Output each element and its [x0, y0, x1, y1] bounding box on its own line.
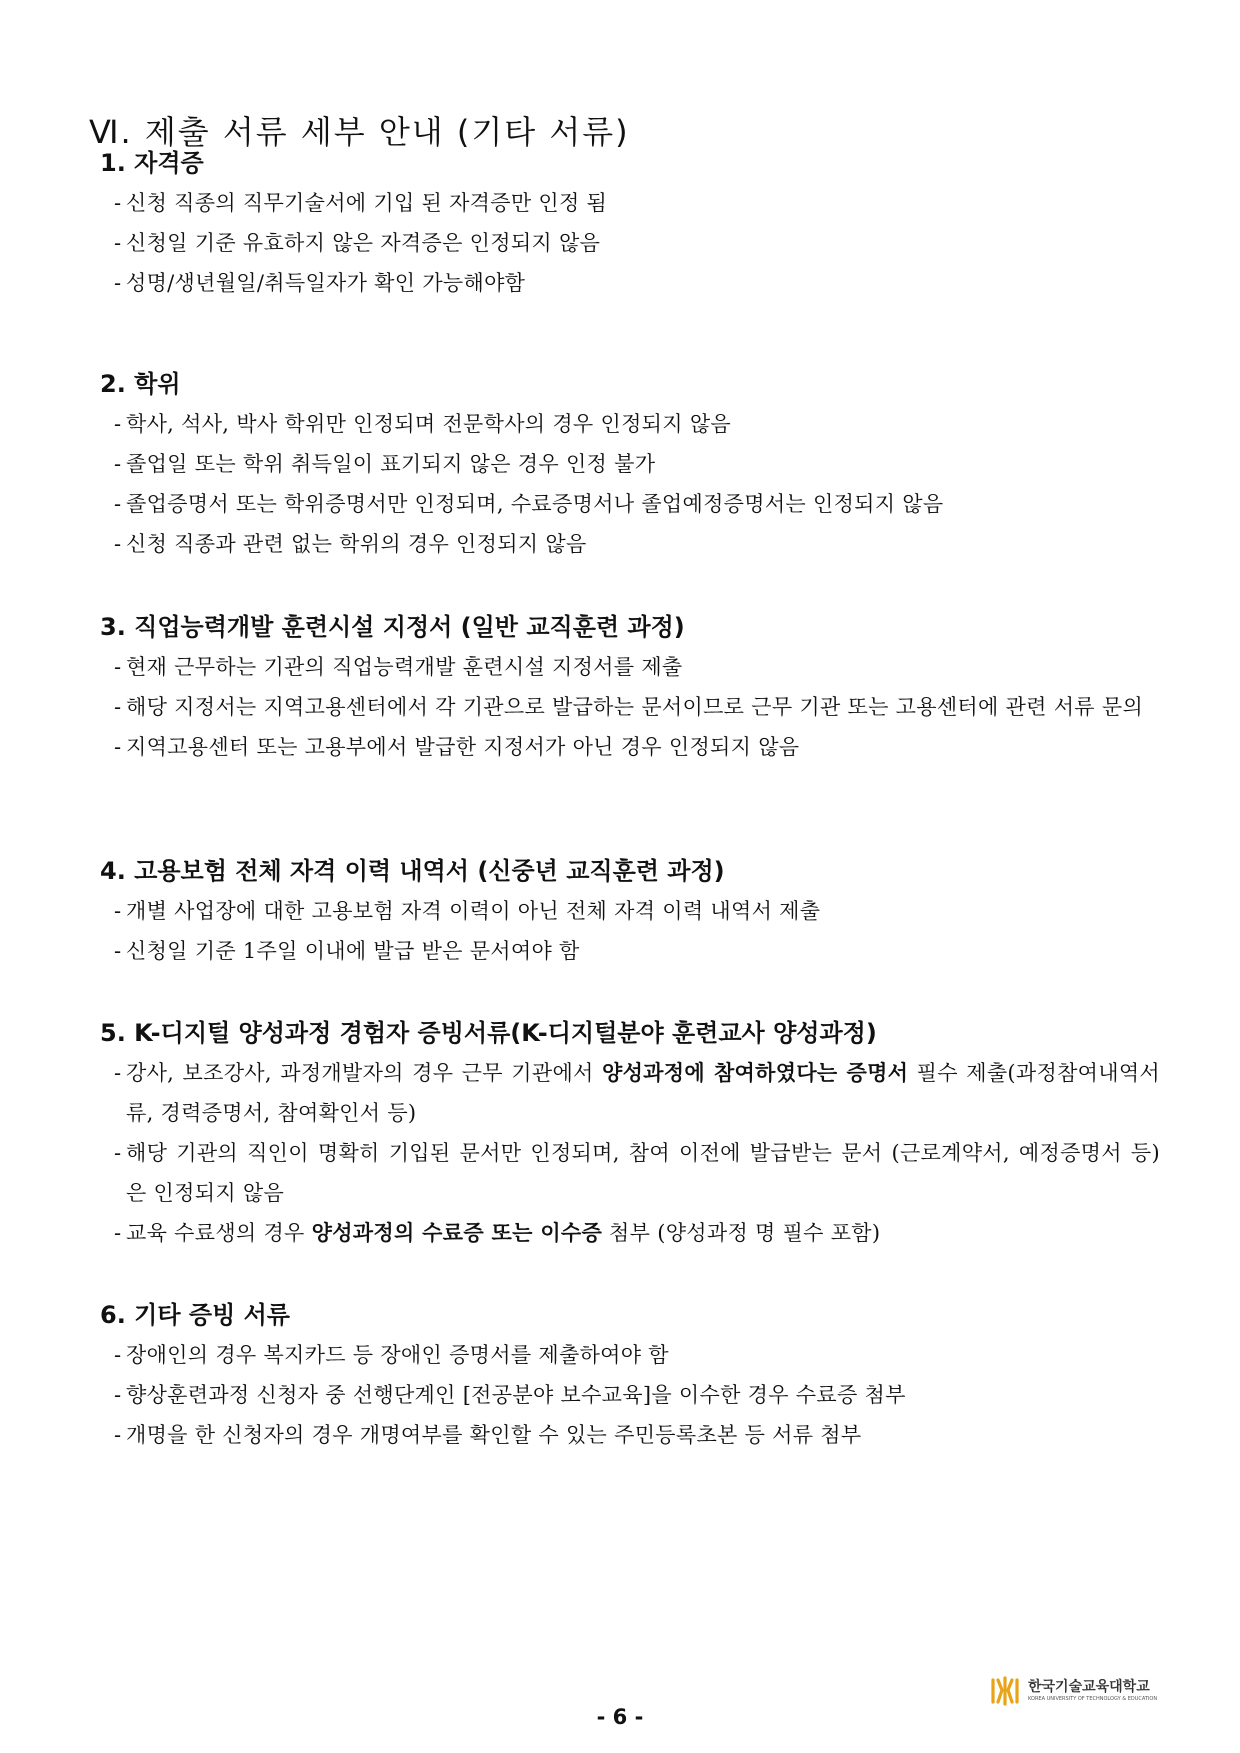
- list-item: - 신청일 기준 유효하지 않은 자격증은 인정되지 않음: [100, 223, 1160, 263]
- university-logo: [988, 1671, 1158, 1711]
- list-item: - 향상훈련과정 신청자 중 선행단계인 [전공분야 보수교육]을 이수한 경우 수료증 첨부: [100, 1375, 1160, 1415]
- page-number: - 6 -: [596, 1705, 644, 1729]
- university-emblem-icon: [988, 1674, 1022, 1708]
- section-k-digital: [100, 1013, 1160, 1253]
- item-text: 첨부 (양성과정 명 필수 포함): [602, 1221, 881, 1245]
- list-item: [100, 1133, 1160, 1213]
- section-employment-insurance: [100, 851, 1160, 971]
- list-item: - 졸업증명서 또는 학위증명서만 인정되며, 수료증명서나 졸업예정증명서는 인정되지 않음: [100, 484, 1160, 524]
- section-other-documents: [100, 1295, 1160, 1455]
- list-item: [100, 1053, 1160, 1133]
- item-list: [100, 183, 1160, 303]
- list-item: - 개명을 한 신청자의 경우 개명여부를 확인할 수 있는 주민등록초본 등 서류 첨부: [100, 1415, 1160, 1455]
- list-item: - 신청 직종과 관련 없는 학위의 경우 인정되지 않음: [100, 524, 1160, 564]
- list-item: - 신청 직종의 직무기술서에 기입 된 자격증만 인정 됨: [100, 183, 1160, 223]
- item-list: [100, 1335, 1160, 1455]
- list-item: - 성명/생년월일/취득일자가 확인 가능해야함: [100, 263, 1160, 303]
- section-title: 4. 고용보험 전체 자격 이력 내역서 (신중년 교직훈련 과정): [100, 857, 725, 885]
- list-item: - 개별 사업장에 대한 고용보험 자격 이력이 아닌 전체 자격 이력 내역서 제출: [100, 891, 1160, 931]
- item-list: [100, 1053, 1160, 1253]
- section-degrees: [100, 364, 1160, 564]
- page-title: Ⅵ. 제출 서류 세부 안내 (기타 서류): [89, 113, 630, 151]
- section-certificates: [100, 143, 1160, 303]
- section-title: 1. 자격증: [100, 149, 204, 177]
- section-title: 5. K-디지털 양성과정 경험자 증빙서류(K-디지털분야 훈련교사 양성과정): [100, 1019, 877, 1047]
- item-emphasis: 양성과정에 참여하였다는 증명서: [602, 1061, 909, 1085]
- list-item: [100, 1213, 1160, 1253]
- item-text: 해당 기관의 직인이 명확히 기입된 문서만 인정되며, 참여 이전에 발급받는 문서 (근로계약서, 예정증명서 등) 은 인정되지 않음: [126, 1141, 1160, 1205]
- item-list: [100, 404, 1160, 564]
- list-item: - 장애인의 경우 복지카드 등 장애인 증명서를 제출하여야 함: [100, 1335, 1160, 1375]
- list-item: - 졸업일 또는 학위 취득일이 표기되지 않은 경우 인정 불가: [100, 444, 1160, 484]
- section-training-facility: [100, 607, 1160, 767]
- section-title: 2. 학위: [100, 370, 181, 398]
- logo-name: 한국기술교육대학교: [1028, 1679, 1150, 1695]
- item-list: [100, 647, 1160, 767]
- item-text: 필수 제출(과정참여내역서류, 경력증명서, 참여확인서 등): [126, 1061, 1160, 1125]
- item-emphasis: 양성과정의 수료증 또는 이수증: [311, 1221, 603, 1245]
- list-item: - 신청일 기준 1주일 이내에 발급 받은 문서여야 함: [100, 931, 1160, 971]
- list-item: - 해당 지정서는 지역고용센터에서 각 기관으로 발급하는 문서이므로 근무 기관 또는 고용센터에 관련 서류 문의: [100, 687, 1160, 727]
- section-title: 3. 직업능력개발 훈련시설 지정서 (일반 교직훈련 과정): [100, 613, 685, 641]
- item-text: 교육 수료생의 경우: [126, 1221, 312, 1245]
- logo-subtitle: KOREA UNIVERSITY OF TECHNOLOGY & EDUCATION: [1028, 1696, 1158, 1702]
- item-list: [100, 891, 1160, 971]
- section-title: 6. 기타 증빙 서류: [100, 1301, 290, 1329]
- logo-text: [1028, 1680, 1157, 1702]
- list-item: - 학사, 석사, 박사 학위만 인정되며 전문학사의 경우 인정되지 않음: [100, 404, 1160, 444]
- list-item: - 현재 근무하는 기관의 직업능력개발 훈련시설 지정서를 제출: [100, 647, 1160, 687]
- list-item: - 지역고용센터 또는 고용부에서 발급한 지정서가 아닌 경우 인정되지 않음: [100, 727, 1160, 767]
- item-text: 강사, 보조강사, 과정개발자의 경우 근무 기관에서: [126, 1061, 603, 1085]
